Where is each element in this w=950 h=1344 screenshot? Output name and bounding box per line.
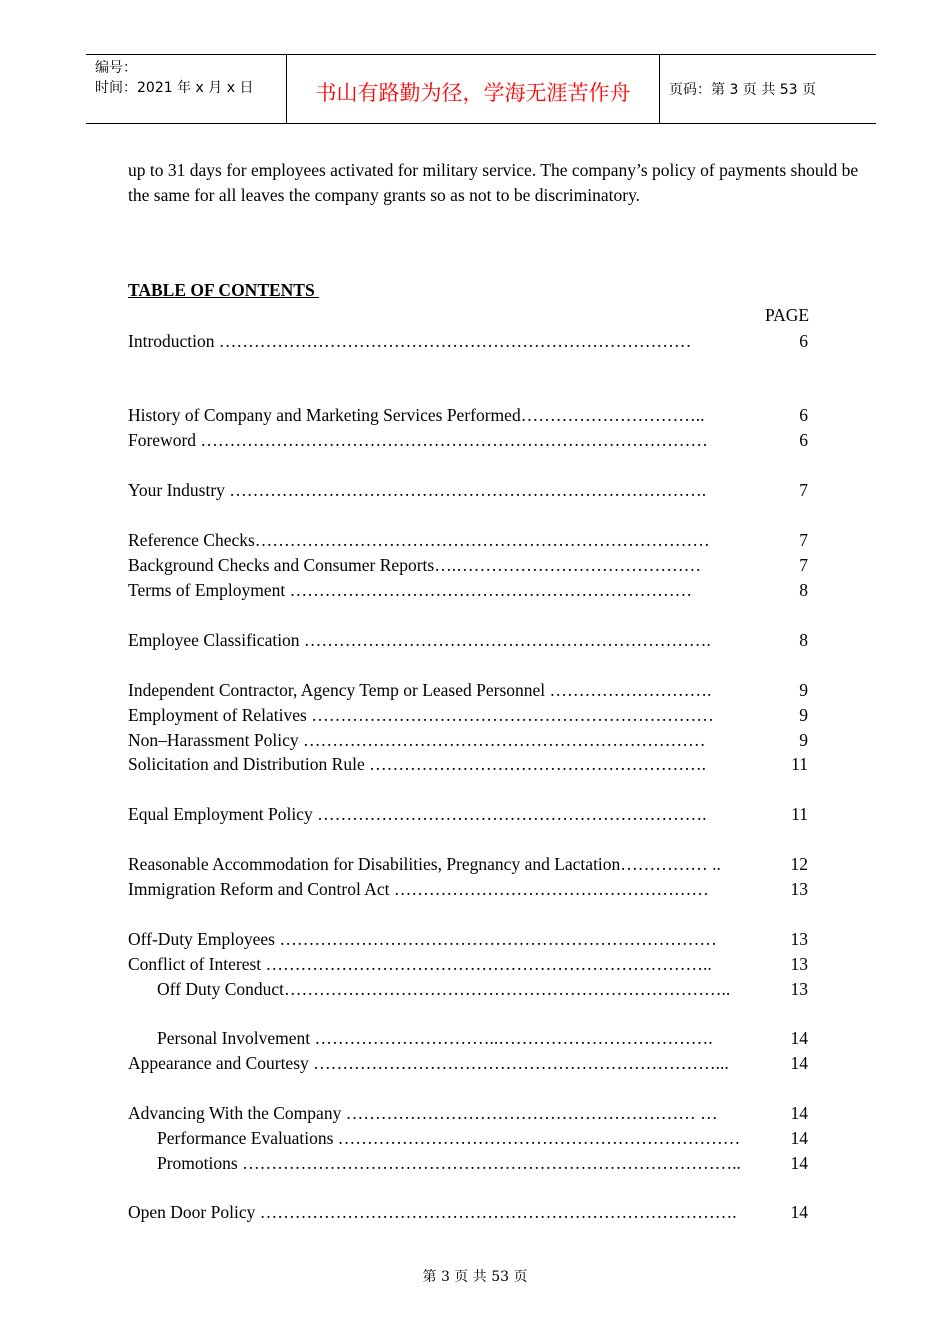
toc-entry-page: 12 — [790, 854, 808, 874]
toc-subentry — [157, 1126, 808, 1151]
toc-entry — [128, 329, 808, 354]
toc-entry-title: Reasonable Accommodation for Disabilities, Pregnancy and Lactation…………… .. — [128, 854, 721, 874]
toc-entry-page: 8 — [799, 580, 808, 600]
toc-entry-title: Introduction ……………………………………………………………………… — [128, 331, 692, 351]
toc-entry-page: 13 — [790, 954, 808, 974]
toc-entry — [128, 1101, 808, 1126]
toc-entry-page: 14 — [790, 1028, 808, 1048]
toc-entry-title: Promotions ………………………………………………………………………….. — [157, 1153, 741, 1173]
toc-entry-title: Employee Classification ……………………………………………………………. — [128, 630, 711, 650]
toc-entry — [128, 403, 808, 428]
toc-entry — [128, 553, 808, 578]
toc-entry — [128, 703, 808, 728]
toc-entry-title: Immigration Reform and Control Act ……………………………………………… — [128, 879, 709, 899]
document-header — [86, 54, 876, 124]
toc-entry-page: 13 — [790, 879, 808, 899]
toc-entry-title: Solicitation and Distribution Rule …………………………………………………. — [128, 754, 706, 774]
toc-entry — [128, 478, 808, 503]
toc-entry-title: History of Company and Marketing Services Performed………………………….. — [128, 405, 705, 425]
toc-entry-page: 14 — [790, 1202, 808, 1222]
toc-subentry — [157, 977, 808, 1002]
toc-entry — [128, 802, 808, 827]
toc-entry — [128, 1051, 808, 1076]
toc-entry-page: 14 — [790, 1153, 808, 1173]
toc-entry-page: 7 — [799, 480, 808, 500]
toc-entry — [128, 752, 808, 777]
toc-entry-title: Off Duty Conduct………………………………………………………………….. — [157, 979, 731, 999]
toc-entry-page: 7 — [799, 555, 808, 575]
toc-entry-title: Your Industry ………………………………………………………………………. — [128, 480, 707, 500]
toc-page-column-label: PAGE — [765, 305, 810, 325]
toc-entry — [128, 952, 808, 977]
toc-entry-page: 8 — [799, 630, 808, 650]
toc-entry-title: Personal Involvement …………………………..………………………………. — [157, 1028, 713, 1048]
toc-entry — [128, 1200, 808, 1225]
toc-entry — [128, 428, 808, 453]
toc-entry-page: 6 — [799, 430, 808, 450]
intro-paragraph: up to 31 days for employees activated for military service. The company’s policy of payments should be the same for all leaves the company grants so as not to be discriminatory. — [128, 160, 859, 205]
toc-entry-page: 9 — [799, 705, 808, 725]
toc-subentry — [157, 1151, 808, 1176]
toc-entry-page: 11 — [791, 754, 808, 774]
serial-number-label: 编号： — [95, 60, 137, 76]
header-motto: 书山有路勤为径，学海无涯苦作舟 — [315, 81, 631, 105]
toc-entry-title: Terms of Employment …………………………………………………………… — [128, 580, 693, 600]
toc-entry-page: 6 — [799, 331, 808, 351]
header-meta-cell — [86, 55, 287, 123]
toc-entry-page: 9 — [799, 730, 808, 750]
toc-entry-page: 7 — [799, 530, 808, 550]
toc-entry — [128, 852, 808, 877]
date-label: 时间：2021 年 x 月 x 日 — [95, 80, 254, 96]
toc-entry-title: Foreword …………………………………………………………………………… — [128, 430, 708, 450]
toc-entry — [128, 728, 808, 753]
toc-entry-title: Conflict of Interest ………………………………………………………………….. — [128, 954, 712, 974]
toc-entry-page: 14 — [790, 1053, 808, 1073]
toc-entry — [128, 927, 808, 952]
toc-entry-page: 9 — [799, 680, 808, 700]
toc-entry — [128, 578, 808, 603]
toc-title: TABLE OF CONTENTS — [128, 280, 320, 300]
page-footer: 第 3 页 共 53 页 — [422, 1269, 528, 1285]
toc-entry — [128, 628, 808, 653]
toc-entry-title: Performance Evaluations …………………………………………………………… — [157, 1128, 741, 1148]
toc-entry-title: Reference Checks…………………………………………………………………… — [128, 530, 710, 550]
header-page-info: 页码：第 3 页 共 53 页 — [669, 82, 816, 98]
toc-entry — [128, 877, 808, 902]
toc-subentry — [157, 1026, 808, 1051]
header-motto-cell — [287, 55, 660, 123]
toc-entry-title: Appearance and Courtesy ……………………………………………………………... — [128, 1053, 729, 1073]
toc-entry-page: 14 — [790, 1103, 808, 1123]
toc-entry-title: Non–Harassment Policy …………………………………………………………… — [128, 730, 706, 750]
toc-entry-title: Advancing With the Company …………………………………………………… … — [128, 1103, 718, 1123]
toc-entry-title: Open Door Policy ………………………………………………………………………. — [128, 1202, 737, 1222]
toc-entry — [128, 528, 808, 553]
toc-entry-title: Off-Duty Employees ………………………………………………………………… — [128, 929, 717, 949]
toc-entry-page: 13 — [790, 979, 808, 999]
toc-entry-page: 6 — [799, 405, 808, 425]
toc-entry — [128, 678, 808, 703]
toc-entry-page: 14 — [790, 1128, 808, 1148]
toc-entry-page: 11 — [791, 804, 808, 824]
toc-entry-title: Employment of Relatives …………………………………………………………… — [128, 705, 714, 725]
toc-entry-page: 13 — [790, 929, 808, 949]
toc-entry-title: Background Checks and Consumer Reports….…………………………………… — [128, 555, 702, 575]
toc-entry-title: Independent Contractor, Agency Temp or Leased Personnel ………………………. — [128, 680, 712, 700]
toc-entry-title: Equal Employment Policy …………………………………………………………. — [128, 804, 707, 824]
